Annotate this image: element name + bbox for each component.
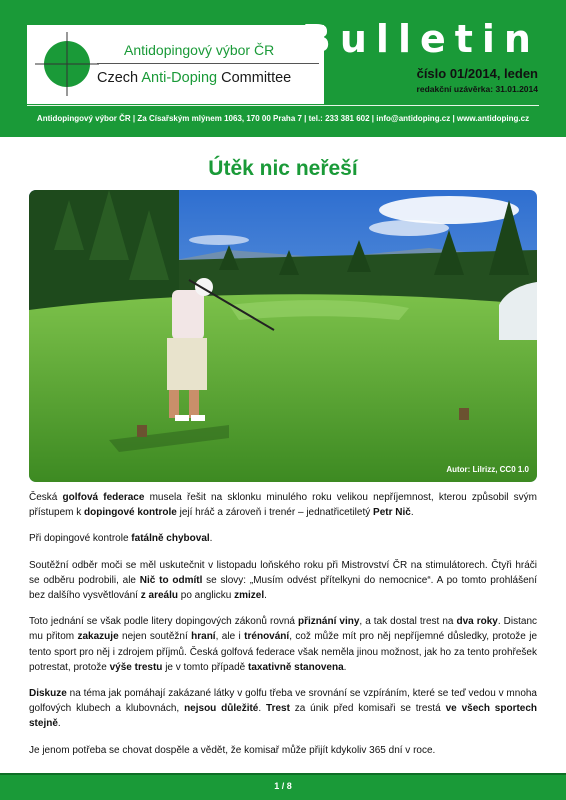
page-number: 1 / 8	[274, 781, 292, 791]
logo-name-cz: Antidopingový výbor ČR	[124, 42, 275, 58]
paragraph-text: nejen soutěžní	[118, 631, 192, 643]
paragraph-text: . Distanc mu přitom	[29, 616, 538, 643]
emphasis-text: Nič to odmítl	[139, 574, 203, 586]
article-body	[29, 490, 537, 769]
emphasis-text: trénování	[244, 631, 290, 643]
paragraph-text: .	[209, 533, 213, 545]
paragraph-text: Soutěžní odběr moči se měl uskutečnit v listopadu loňského roku při Mistrovství ČR na stimulátorech. Čtyři hráči se odběru podrobili, ale	[29, 559, 537, 586]
logo	[27, 25, 324, 104]
paragraph-text: , a tak dostal trest na	[359, 616, 457, 628]
article-photo	[29, 190, 537, 482]
emphasis-text: taxativně stanovena	[248, 661, 344, 673]
photo-credit: Autor: Lilrizz, CC0 1.0	[446, 465, 529, 474]
emphasis-text: přiznání viny	[298, 616, 360, 628]
paragraph-text: , což může mít pro něj nepříjemné důsledky, protože je tento sport pro něj i zdrojem příjmů. Česká golfová federace však neměla jinou možnost, jak ho za tento prohřešek potrestat, protože	[29, 631, 538, 673]
editorial-deadline: redakční uzávěrka: 31.01.2014	[416, 84, 538, 94]
emphasis-text: nejsou důležité	[184, 703, 259, 715]
paragraph-text: musela řešit na sklonku minulého roku velikou nepříjemnost, kterou způsobil svým přístupem k	[29, 492, 538, 519]
logo-en-suffix: Committee	[217, 70, 292, 86]
emphasis-text: golfová federace	[62, 492, 145, 503]
emphasis-text: dopingové kontrole	[84, 507, 177, 519]
emphasis-text: výše trestu	[109, 661, 163, 673]
paragraph-text: .	[258, 703, 267, 715]
article-paragraph	[29, 490, 537, 520]
paragraph-text: se slovy: „Musím odvést přítelkyni do nemocnice“. A po tomto prohlášení bez dalšího vysvětlování	[29, 574, 537, 602]
logo-en-green: Anti-Doping	[141, 70, 218, 86]
paragraph-text: Je jenom potřeba se chovat dospěle a vědět, že komisař může přijít kdykoliv 365 dní v roce.	[29, 744, 436, 756]
paragraph-text: , ale i	[215, 631, 245, 643]
emphasis-text: Diskuze	[29, 688, 67, 700]
article-paragraph	[29, 531, 537, 546]
paragraph-text: Při dopingové kontrole	[29, 533, 132, 545]
paragraph-text: Toto jednání se však podle litery dopingových zákonů rovná	[29, 616, 299, 628]
contact-line: Antidopingový výbor ČR | Za Císařským mlýnem 1063, 170 00 Praha 7 | tel.: 233 381 602 | info@antidoping.cz | www.antidoping.cz	[36, 114, 530, 123]
emphasis-text: z areálu	[140, 590, 178, 602]
header-divider	[27, 105, 539, 106]
paragraph-text: .	[343, 661, 347, 673]
article-paragraph	[29, 743, 537, 758]
paragraph-text: je v tomto případě	[162, 661, 249, 673]
footer-divider	[0, 773, 566, 775]
paragraph-text: .	[410, 507, 414, 519]
footer-band	[0, 773, 566, 800]
logo-divider	[97, 63, 319, 64]
logo-name-en	[97, 70, 291, 86]
paragraph-text: .	[57, 718, 61, 730]
emphasis-text: zakazuje	[77, 631, 119, 643]
bulletin-title: Bulletin	[301, 17, 540, 61]
paragraph-text: na téma jak pomáhají zakázané látky v golfu třeba ve srovnání se vzpíráním, které se teď vedou v mnoha golfových klubech a klubovnách,	[29, 688, 537, 715]
emphasis-text: ve všech sportech stejně	[29, 703, 538, 730]
article-paragraph	[29, 686, 537, 732]
logo-en-prefix: Czech	[97, 70, 142, 86]
paragraph-text: za únik před komisaři se trestá	[289, 703, 446, 715]
emphasis-text: Petr Nič	[373, 507, 411, 519]
emphasis-text: Trest	[266, 703, 290, 715]
issue-number: číslo 01/2014, leden	[416, 66, 538, 81]
emphasis-text: hraní	[191, 631, 216, 643]
logo-mark-icon	[35, 32, 99, 96]
paragraph-text: .	[264, 590, 267, 602]
paragraph-text: po anglicku	[177, 590, 235, 602]
paragraph-text: Česká	[29, 492, 63, 503]
paragraph-text: její hráč a zároveň i trenér – jednatřicetiletý	[176, 507, 374, 519]
article-paragraph	[29, 558, 537, 604]
emphasis-text: fatálně chyboval	[131, 533, 210, 545]
golfer-photo-illustration	[29, 190, 537, 482]
emphasis-text: zmizel	[234, 590, 265, 602]
article-paragraph	[29, 614, 537, 675]
article-title: Útěk nic neřeší	[208, 157, 358, 180]
header-band	[0, 0, 566, 137]
emphasis-text: dva roky	[456, 616, 498, 628]
